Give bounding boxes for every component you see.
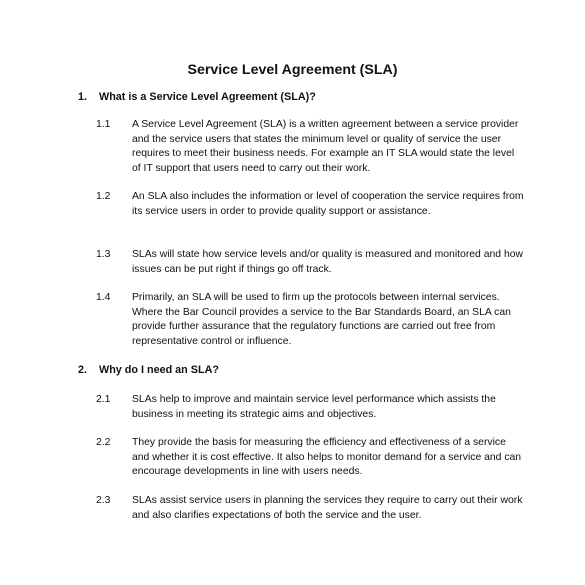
- document-title: Service Level Agreement (SLA): [187, 62, 398, 78]
- section-heading: [78, 91, 316, 103]
- paragraph-number: 2.1: [96, 394, 111, 405]
- paragraph-number: 1.4: [96, 292, 111, 303]
- paragraph-text: They provide the basis for measuring the efficiency and effectiveness of a service and whether it is cost effective. It also helps to monitor demand for a service and can encourage developments in line with users needs.: [132, 437, 522, 478]
- section-number: 2.: [78, 364, 88, 376]
- section-heading: [78, 364, 219, 376]
- paragraph-text: An SLA also includes the information or level of cooperation the service requires from its service users in order to provide quality support or assistance.: [132, 191, 524, 217]
- paragraph-text: SLAs assist service users in planning the services they require to carry out their work and also clarifies expectations of both the service and the user.: [132, 495, 523, 521]
- paragraph-text: Primarily, an SLA will be used to firm up the protocols between internal services. Where the Bar Council provides a service to the Bar Standards Board, an SLA can provide further assurance that the regulatory functions are carried out free from representative control or influence.: [132, 292, 511, 347]
- paragraph-text: SLAs will state how service levels and/or quality is measured and monitored and how issues can be put right if things go off track.: [132, 249, 524, 275]
- section-number: 1.: [78, 91, 88, 103]
- paragraph-number: 1.3: [96, 249, 111, 260]
- section-title: What is a Service Level Agreement (SLA)?: [99, 91, 316, 103]
- paragraph-text: SLAs help to improve and maintain service level performance which assists the business in meeting its strategic aims and objectives.: [132, 394, 496, 420]
- paragraph-number: 1.1: [96, 119, 111, 130]
- section-title: Why do I need an SLA?: [99, 364, 219, 376]
- paragraph-number: 2.2: [96, 437, 111, 448]
- paragraph-text: A Service Level Agreement (SLA) is a written agreement between a service provider and the service users that states the minimum level or quality of service the user requires to meet their business needs. For example an IT SLA would state the level of IT support that users need to carry out their work.: [132, 119, 519, 174]
- paragraph-number: 1.2: [96, 191, 111, 202]
- paragraph-number: 2.3: [96, 495, 111, 506]
